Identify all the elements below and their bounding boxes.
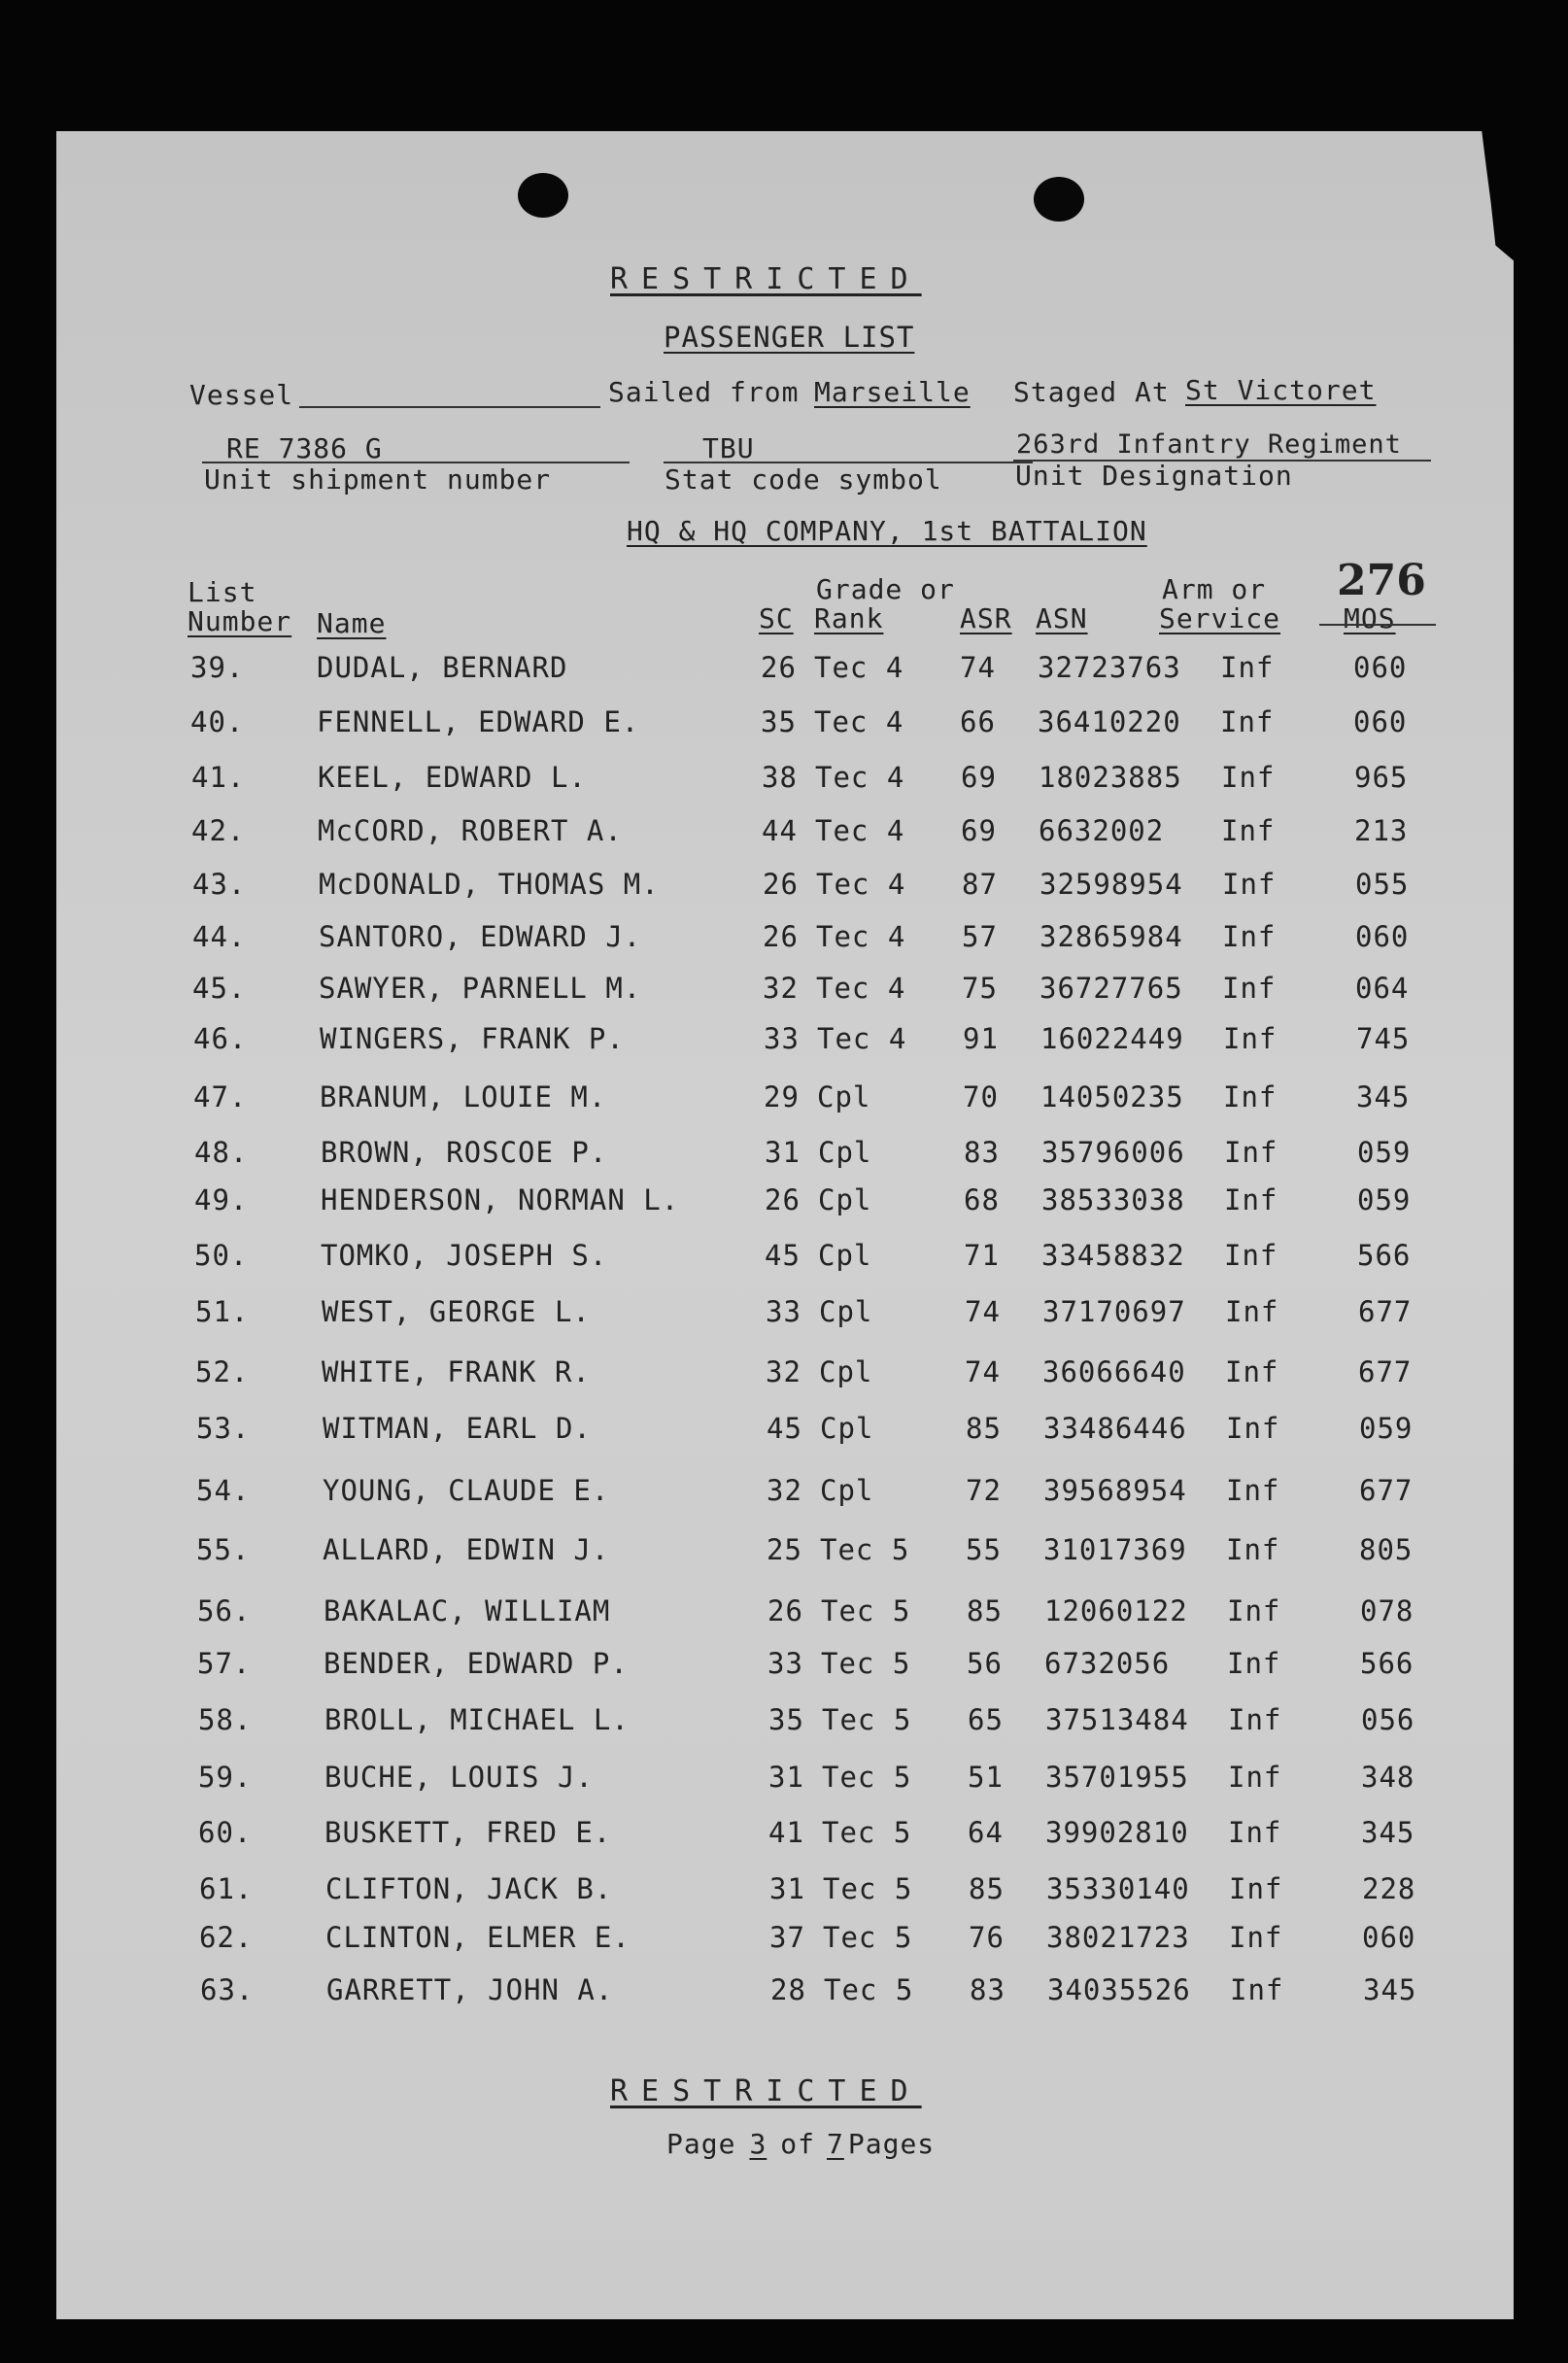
row-passenger-name: BUSKETT, FRED E. — [324, 1816, 612, 1849]
row-arm-service: Inf — [1224, 1239, 1278, 1272]
row-asn: 16022449 — [1040, 1022, 1184, 1055]
row-asn: 12060122 — [1044, 1594, 1188, 1627]
row-arm-service: Inf — [1221, 761, 1276, 794]
row-rank: Tec 5 — [822, 1816, 912, 1849]
of-label: of — [780, 2128, 816, 2160]
row-rank: Tec 4 — [815, 761, 905, 794]
table-row — [56, 1533, 1514, 1572]
row-rank: Tec 4 — [816, 920, 906, 953]
row-asn: 39568954 — [1043, 1474, 1187, 1507]
row-list-number: 45. — [192, 972, 247, 1005]
row-list-number: 55. — [196, 1533, 251, 1566]
row-arm-service: Inf — [1225, 1295, 1279, 1328]
row-sc: 26 — [763, 868, 799, 901]
row-rank: Tec 5 — [822, 1703, 912, 1736]
row-arm-service: Inf — [1224, 1136, 1278, 1169]
row-rank: Cpl — [818, 1239, 872, 1272]
row-rank: Tec 4 — [814, 651, 904, 684]
row-arm-service: Inf — [1228, 1703, 1282, 1736]
row-asn: 36066640 — [1042, 1355, 1186, 1388]
table-row — [56, 1761, 1514, 1799]
row-passenger-name: FENNELL, EDWARD E. — [317, 705, 640, 738]
row-rank: Cpl — [818, 1183, 872, 1216]
table-row — [56, 1703, 1514, 1742]
row-rank: Cpl — [820, 1412, 874, 1445]
table-row — [56, 1412, 1514, 1451]
row-asn: 31017369 — [1043, 1533, 1187, 1566]
row-asn: 35701955 — [1045, 1761, 1189, 1794]
row-asn: 35330140 — [1046, 1872, 1190, 1905]
row-sc: 45 — [767, 1412, 802, 1445]
torn-corner — [1453, 121, 1521, 267]
row-asn: 6732056 — [1044, 1647, 1171, 1680]
row-passenger-name: KEEL, EDWARD L. — [318, 761, 587, 794]
row-asn: 32598954 — [1040, 868, 1183, 901]
row-arm-service: Inf — [1222, 972, 1277, 1005]
row-asn: 14050235 — [1040, 1080, 1184, 1113]
table-row — [56, 1921, 1514, 1960]
row-sc: 33 — [764, 1022, 800, 1055]
table-row — [56, 761, 1514, 800]
row-sc: 44 — [762, 814, 798, 847]
row-asn: 37170697 — [1042, 1295, 1186, 1328]
col-number-label: Number — [187, 605, 292, 637]
row-sc: 41 — [768, 1816, 804, 1849]
row-list-number: 44. — [192, 920, 247, 953]
pages-label: Pages — [847, 2128, 936, 2160]
row-asn: 33486446 — [1043, 1412, 1187, 1445]
row-arm-service: Inf — [1222, 920, 1277, 953]
page-label: Page — [666, 2128, 736, 2160]
row-asr: 55 — [966, 1533, 1002, 1566]
row-list-number: 47. — [193, 1080, 248, 1113]
row-mos: 345 — [1363, 1973, 1417, 2006]
row-rank: Cpl — [819, 1355, 873, 1388]
row-sc: 32 — [763, 972, 799, 1005]
col-asr-label: ASR — [960, 602, 1012, 634]
row-mos: 348 — [1361, 1761, 1415, 1794]
row-sc: 26 — [761, 651, 797, 684]
col-list-label: List — [187, 576, 257, 608]
row-sc: 35 — [768, 1703, 804, 1736]
row-asr: 66 — [960, 705, 996, 738]
row-passenger-name: McCORD, ROBERT A. — [318, 814, 623, 847]
shipment-number-caption: Unit shipment number — [204, 463, 552, 496]
row-passenger-name: BRANUM, LOUIE M. — [320, 1080, 607, 1113]
row-asn: 32723763 — [1038, 651, 1181, 684]
row-mos: 566 — [1357, 1239, 1412, 1272]
row-sc: 33 — [766, 1295, 801, 1328]
row-rank: Tec 4 — [815, 814, 905, 847]
table-row — [56, 1080, 1514, 1119]
row-asr: 74 — [965, 1295, 1001, 1328]
row-passenger-name: SAWYER, PARNELL M. — [319, 972, 642, 1005]
row-asr: 91 — [963, 1022, 999, 1055]
row-asr: 68 — [964, 1183, 1000, 1216]
row-arm-service: Inf — [1229, 1921, 1283, 1954]
table-row — [56, 705, 1514, 744]
unit-designation-caption: Unit Designation — [1015, 460, 1293, 492]
table-row — [56, 1647, 1514, 1686]
row-passenger-name: WHITE, FRANK R. — [322, 1355, 591, 1388]
row-passenger-name: BROWN, ROSCOE P. — [321, 1136, 608, 1169]
stat-code-value: TBU — [702, 432, 755, 464]
total-pages: 7 — [827, 2128, 844, 2160]
col-name-label: Name — [317, 607, 387, 639]
row-rank: Tec 5 — [823, 1921, 913, 1954]
vessel-blank-line — [299, 406, 600, 408]
row-sc: 32 — [767, 1474, 802, 1507]
row-list-number: 51. — [195, 1295, 250, 1328]
row-arm-service: Inf — [1220, 705, 1275, 738]
row-mos: 056 — [1361, 1703, 1415, 1736]
col-grade-or-label: Grade or — [816, 573, 955, 605]
row-asr: 83 — [970, 1973, 1006, 2006]
punch-hole-left — [518, 173, 568, 218]
row-asn: 35796006 — [1041, 1136, 1185, 1169]
row-sc: 37 — [769, 1921, 805, 1954]
table-row — [56, 651, 1514, 690]
row-list-number: 63. — [200, 1973, 255, 2006]
row-passenger-name: CLIFTON, JACK B. — [325, 1872, 613, 1905]
row-asr: 71 — [964, 1239, 1000, 1272]
col-arm-or-label: Arm or — [1162, 573, 1267, 605]
table-row — [56, 1295, 1514, 1334]
row-arm-service: Inf — [1223, 1022, 1278, 1055]
row-arm-service: Inf — [1225, 1355, 1279, 1388]
row-rank: Tec 4 — [816, 972, 906, 1005]
row-list-number: 60. — [198, 1816, 253, 1849]
row-mos: 059 — [1357, 1136, 1412, 1169]
row-mos: 060 — [1353, 705, 1408, 738]
page-number: 3 — [749, 2128, 767, 2160]
row-passenger-name: WITMAN, EARL D. — [323, 1412, 592, 1445]
row-rank: Tec 5 — [820, 1533, 910, 1566]
row-sc: 26 — [767, 1594, 803, 1627]
row-asr: 74 — [965, 1355, 1001, 1388]
row-mos: 345 — [1361, 1816, 1415, 1849]
col-service-label: Service — [1159, 602, 1281, 634]
row-arm-service: Inf — [1221, 814, 1276, 847]
mos-header-rule — [1319, 624, 1436, 626]
row-sc: 32 — [766, 1355, 801, 1388]
table-row — [56, 1136, 1514, 1175]
row-sc: 26 — [763, 920, 799, 953]
row-list-number: 48. — [194, 1136, 249, 1169]
row-mos: 745 — [1356, 1022, 1411, 1055]
row-passenger-name: TOMKO, JOSEPH S. — [321, 1239, 608, 1272]
table-row — [56, 1239, 1514, 1278]
row-asn: 39902810 — [1045, 1816, 1189, 1849]
row-arm-service: Inf — [1227, 1594, 1281, 1627]
row-passenger-name: CLINTON, ELMER E. — [325, 1921, 631, 1954]
shipment-number-value: RE 7386 G — [226, 432, 383, 464]
row-rank: Tec 5 — [822, 1761, 912, 1794]
row-rank: Tec 4 — [817, 1022, 907, 1055]
table-row — [56, 868, 1514, 907]
table-row — [56, 1816, 1514, 1855]
row-passenger-name: SANTORO, EDWARD J. — [319, 920, 642, 953]
row-list-number: 57. — [197, 1647, 252, 1680]
row-arm-service: Inf — [1226, 1533, 1280, 1566]
row-asr: 85 — [967, 1594, 1003, 1627]
row-asr: 83 — [964, 1136, 1000, 1169]
punch-hole-right — [1034, 177, 1084, 222]
staged-at-label: Staged At — [1013, 376, 1170, 408]
row-passenger-name: DUDAL, BERNARD — [317, 651, 568, 684]
row-arm-service: Inf — [1220, 651, 1275, 684]
row-list-number: 62. — [199, 1921, 254, 1954]
row-arm-service: Inf — [1223, 1080, 1278, 1113]
row-rank: Cpl — [818, 1136, 872, 1169]
row-list-number: 41. — [191, 761, 246, 794]
col-asn-label: ASN — [1036, 602, 1088, 634]
row-rank: Cpl — [820, 1474, 874, 1507]
row-asn: 6632002 — [1039, 814, 1165, 847]
row-list-number: 40. — [190, 705, 245, 738]
row-asr: 70 — [963, 1080, 999, 1113]
row-list-number: 52. — [195, 1355, 250, 1388]
row-asn: 36727765 — [1040, 972, 1183, 1005]
row-asr: 69 — [961, 761, 997, 794]
row-mos: 055 — [1355, 868, 1410, 901]
row-asr: 76 — [969, 1921, 1005, 1954]
row-asr: 65 — [968, 1703, 1004, 1736]
col-mos-label: MOS — [1344, 602, 1396, 634]
row-sc: 33 — [767, 1647, 803, 1680]
restricted-heading-top: RESTRICTED — [610, 262, 922, 296]
stat-code-caption: Stat code symbol — [665, 463, 942, 496]
row-arm-service: Inf — [1226, 1412, 1280, 1445]
table-row — [56, 920, 1514, 959]
row-asr: 56 — [967, 1647, 1003, 1680]
row-asn: 38021723 — [1046, 1921, 1190, 1954]
table-row — [56, 1022, 1514, 1061]
col-sc-label: SC — [759, 602, 794, 634]
row-rank: Cpl — [819, 1295, 873, 1328]
row-arm-service: Inf — [1224, 1183, 1278, 1216]
row-list-number: 59. — [198, 1761, 253, 1794]
table-row — [56, 972, 1514, 1010]
row-passenger-name: GARRETT, JOHN A. — [326, 1973, 614, 2006]
row-rank: Tec 5 — [824, 1973, 914, 2006]
row-mos: 677 — [1358, 1355, 1413, 1388]
row-mos: 213 — [1354, 814, 1409, 847]
row-passenger-name: WINGERS, FRANK P. — [320, 1022, 625, 1055]
row-passenger-name: WEST, GEORGE L. — [322, 1295, 591, 1328]
row-asn: 36410220 — [1038, 705, 1181, 738]
handwritten-mos-number: 276 — [1337, 556, 1426, 605]
row-mos: 060 — [1362, 1921, 1416, 1954]
row-list-number: 54. — [196, 1474, 251, 1507]
row-arm-service: Inf — [1228, 1761, 1282, 1794]
document-page — [56, 131, 1514, 2319]
row-passenger-name: BAKALAC, WILLIAM — [324, 1594, 611, 1627]
row-arm-service: Inf — [1227, 1647, 1281, 1680]
row-list-number: 58. — [198, 1703, 253, 1736]
row-list-number: 56. — [197, 1594, 252, 1627]
page-indicator — [666, 2128, 935, 2160]
row-asr: 57 — [962, 920, 998, 953]
row-list-number: 42. — [191, 814, 246, 847]
row-asn: 33458832 — [1041, 1239, 1185, 1272]
row-passenger-name: BENDER, EDWARD P. — [324, 1647, 629, 1680]
row-passenger-name: HENDERSON, NORMAN L. — [321, 1183, 680, 1216]
row-asn: 18023885 — [1039, 761, 1182, 794]
row-mos: 345 — [1356, 1080, 1411, 1113]
row-sc: 29 — [764, 1080, 800, 1113]
row-arm-service: Inf — [1228, 1816, 1282, 1849]
staged-at-value: St Victoret — [1185, 374, 1377, 406]
row-arm-service: Inf — [1229, 1872, 1283, 1905]
table-row — [56, 1973, 1514, 2012]
row-mos: 228 — [1362, 1872, 1416, 1905]
row-mos: 078 — [1360, 1594, 1415, 1627]
row-rank: Cpl — [817, 1080, 871, 1113]
company-heading: HQ & HQ COMPANY, 1st BATTALION — [627, 515, 1147, 547]
row-rank: Tec 5 — [823, 1872, 913, 1905]
row-sc: 28 — [770, 1973, 806, 2006]
table-row — [56, 1355, 1514, 1394]
row-asr: 51 — [968, 1761, 1004, 1794]
col-rank-label: Rank — [814, 602, 884, 634]
row-rank: Tec 4 — [814, 705, 904, 738]
row-sc: 25 — [767, 1533, 802, 1566]
table-row — [56, 1183, 1514, 1222]
row-asr: 75 — [962, 972, 998, 1005]
row-list-number: 46. — [193, 1022, 248, 1055]
row-sc: 31 — [765, 1136, 801, 1169]
row-mos: 965 — [1354, 761, 1409, 794]
row-asn: 37513484 — [1045, 1703, 1189, 1736]
row-asr: 87 — [962, 868, 998, 901]
row-sc: 45 — [765, 1239, 801, 1272]
row-list-number: 43. — [192, 868, 247, 901]
row-asr: 85 — [966, 1412, 1002, 1445]
row-sc: 31 — [768, 1761, 804, 1794]
row-passenger-name: ALLARD, EDWIN J. — [323, 1533, 610, 1566]
row-asr: 69 — [961, 814, 997, 847]
row-arm-service: Inf — [1226, 1474, 1280, 1507]
row-list-number: 53. — [196, 1412, 251, 1445]
row-sc: 31 — [769, 1872, 805, 1905]
row-mos: 677 — [1359, 1474, 1414, 1507]
row-rank: Tec 5 — [821, 1647, 911, 1680]
row-mos: 566 — [1360, 1647, 1415, 1680]
restricted-heading-bottom: RESTRICTED — [610, 2074, 922, 2108]
row-sc: 26 — [765, 1183, 801, 1216]
row-asn: 32865984 — [1040, 920, 1183, 953]
row-arm-service: Inf — [1230, 1973, 1284, 2006]
row-mos: 064 — [1355, 972, 1410, 1005]
row-asr: 64 — [968, 1816, 1004, 1849]
row-rank: Tec 5 — [821, 1594, 911, 1627]
row-passenger-name: BUCHE, LOUIS J. — [324, 1761, 594, 1794]
row-asr: 85 — [969, 1872, 1005, 1905]
vessel-label: Vessel — [189, 379, 294, 411]
row-passenger-name: YOUNG, CLAUDE E. — [323, 1474, 610, 1507]
row-list-number: 50. — [194, 1239, 249, 1272]
row-mos: 805 — [1359, 1533, 1414, 1566]
table-row — [56, 814, 1514, 853]
row-list-number: 61. — [199, 1872, 254, 1905]
row-mos: 677 — [1358, 1295, 1413, 1328]
row-asn: 34035526 — [1047, 1973, 1191, 2006]
row-asn: 38533038 — [1041, 1183, 1185, 1216]
table-row — [56, 1594, 1514, 1633]
document-title: PASSENGER LIST — [664, 321, 915, 354]
table-row — [56, 1474, 1514, 1513]
sailed-from-label: Sailed from — [608, 376, 800, 408]
row-rank: Tec 4 — [816, 868, 906, 901]
row-list-number: 49. — [194, 1183, 249, 1216]
row-sc: 38 — [762, 761, 798, 794]
sailed-from-value: Marseille — [814, 376, 971, 408]
row-asr: 74 — [960, 651, 996, 684]
row-mos: 059 — [1357, 1183, 1412, 1216]
row-asr: 72 — [966, 1474, 1002, 1507]
unit-designation-value: 263rd Infantry Regiment — [1016, 429, 1402, 460]
row-list-number: 39. — [190, 651, 245, 684]
row-passenger-name: BROLL, MICHAEL L. — [324, 1703, 630, 1736]
row-sc: 35 — [761, 705, 797, 738]
row-passenger-name: McDONALD, THOMAS M. — [319, 868, 660, 901]
table-row — [56, 1872, 1514, 1911]
row-arm-service: Inf — [1222, 868, 1277, 901]
row-mos: 060 — [1355, 920, 1410, 953]
row-mos: 059 — [1359, 1412, 1414, 1445]
row-mos: 060 — [1353, 651, 1408, 684]
